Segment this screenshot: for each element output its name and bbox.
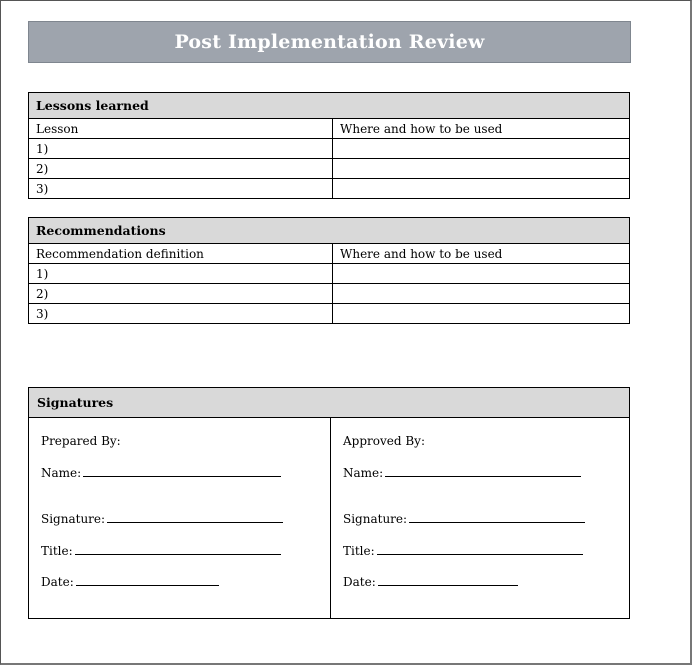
- table-row: [29, 139, 630, 159]
- row-number: 3): [29, 304, 333, 324]
- title-blank-line[interactable]: [75, 545, 281, 555]
- signature-label: Signature:: [41, 512, 106, 526]
- usage-cell[interactable]: [333, 179, 630, 199]
- signature-blank-line[interactable]: [107, 513, 283, 523]
- prepared-by-label: Prepared By:: [41, 434, 121, 448]
- prepared-name-field[interactable]: [41, 466, 281, 480]
- table-row: [29, 264, 630, 284]
- prepared-date-field[interactable]: [41, 575, 219, 589]
- approved-date-field[interactable]: [343, 575, 518, 589]
- recommendation-column-header: Recommendation definition: [29, 244, 333, 264]
- lesson-column-header: Lesson: [29, 119, 333, 139]
- date-label: Date:: [41, 575, 74, 589]
- date-blank-line[interactable]: [378, 576, 518, 586]
- usage-cell[interactable]: [333, 304, 630, 324]
- lessons-learned-table: [28, 92, 630, 199]
- name-blank-line[interactable]: [385, 467, 581, 477]
- signatures-section: [28, 387, 630, 619]
- table-row: [29, 179, 630, 199]
- date-blank-line[interactable]: [76, 576, 219, 586]
- approved-by-label: Approved By:: [343, 434, 426, 448]
- name-label: Name:: [343, 466, 384, 480]
- signature-blank-line[interactable]: [409, 513, 585, 523]
- row-number: 2): [29, 159, 333, 179]
- signatures-heading: Signatures: [29, 388, 629, 418]
- approved-name-field[interactable]: [343, 466, 581, 480]
- row-number: 3): [29, 179, 333, 199]
- recommendations-table: [28, 217, 630, 324]
- usage-column-header: Where and how to be used: [333, 244, 630, 264]
- usage-cell[interactable]: [333, 159, 630, 179]
- title-banner: [28, 21, 631, 63]
- title-blank-line[interactable]: [377, 545, 583, 555]
- approved-signature-field[interactable]: [343, 512, 585, 526]
- row-number: 1): [29, 139, 333, 159]
- usage-cell[interactable]: [333, 139, 630, 159]
- prepared-title-field[interactable]: [41, 544, 281, 558]
- row-number: 1): [29, 264, 333, 284]
- recommendations-heading: Recommendations: [29, 218, 630, 244]
- prepared-signature-field[interactable]: [41, 512, 283, 526]
- date-label: Date:: [343, 575, 376, 589]
- signature-label: Signature:: [343, 512, 408, 526]
- usage-cell[interactable]: [333, 264, 630, 284]
- name-label: Name:: [41, 466, 82, 480]
- table-row: [29, 304, 630, 324]
- prepared-by-column: [29, 418, 331, 618]
- row-number: 2): [29, 284, 333, 304]
- approved-title-field[interactable]: [343, 544, 583, 558]
- usage-column-header: Where and how to be used: [333, 119, 630, 139]
- table-row: [29, 284, 630, 304]
- approved-by-column: [331, 418, 629, 618]
- table-row: [29, 159, 630, 179]
- title-label: Title:: [343, 544, 375, 558]
- usage-cell[interactable]: [333, 284, 630, 304]
- lessons-heading: Lessons learned: [29, 93, 630, 119]
- page-title: Post Implementation Review: [174, 31, 485, 53]
- title-label: Title:: [41, 544, 73, 558]
- name-blank-line[interactable]: [83, 467, 281, 477]
